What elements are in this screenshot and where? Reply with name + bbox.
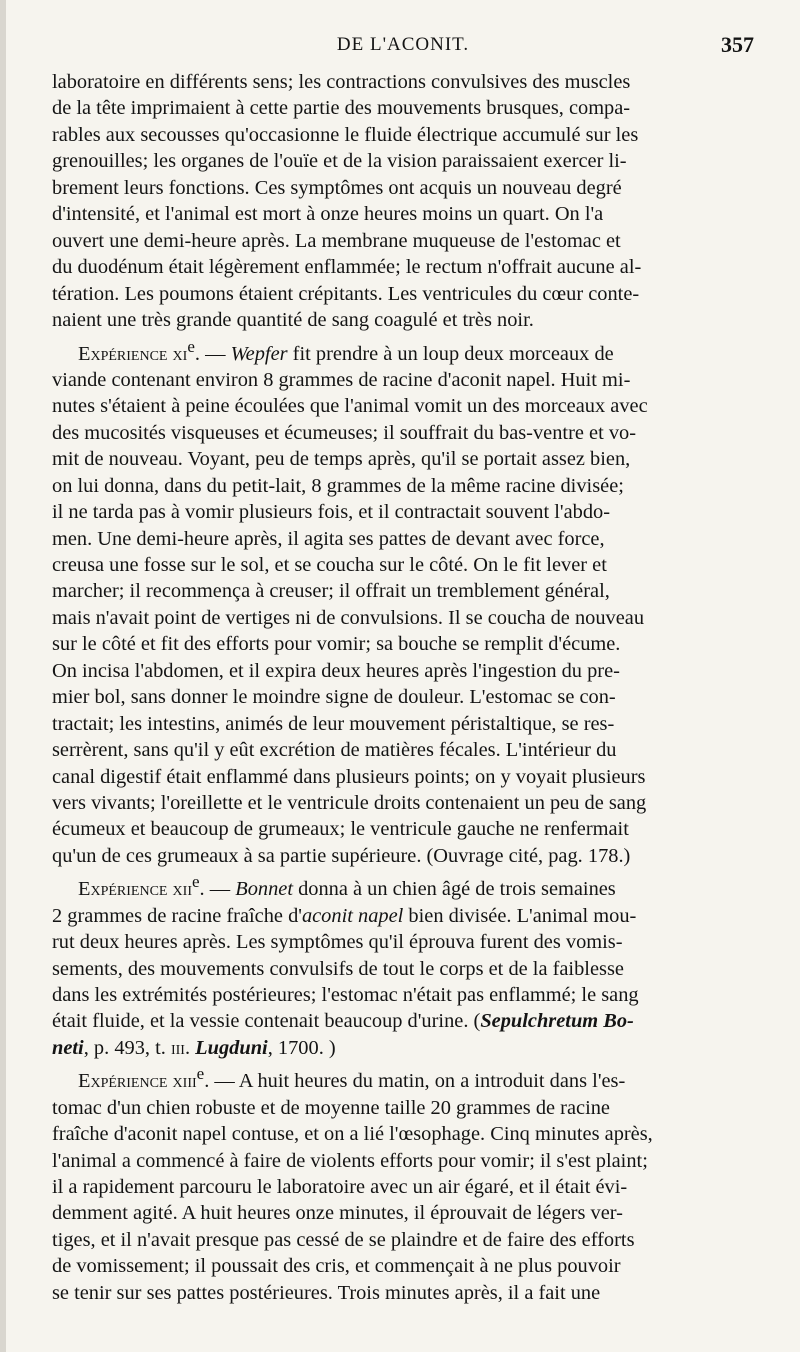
text-line: laboratoire en différents sens; les contractions convulsives des muscles [52,71,631,93]
text-segment: , 1700. ) [267,1036,336,1059]
citation-title: neti [52,1036,84,1059]
text-line: l'animal a commencé à faire de violents efforts pour vomir; il s'est plaint; [52,1149,648,1172]
citation-place: Lugduni [195,1036,268,1059]
text-line: brement leurs fonctions. Ces symptômes ont acquis un nouveau degré [52,176,622,199]
text-line: canal digestif était enflammé dans plusieurs points; on y voyait plusieurs [52,765,646,788]
text-line: vers vivants; l'oreillette et le ventricule droits contenaient un peu de sang [52,792,647,815]
text-line: men. Une demi-heure après, il agita ses pattes de devant avec force, [52,527,605,550]
text-segment: . — A huit heures du matin, on a introduit dans l'es- [204,1070,626,1093]
text-line: viande contenant environ 8 grammes de racine d'aconit napel. Huit mi- [52,368,631,391]
running-title: DE L'ACONIT. [336,34,470,55]
text-line: on lui donna, dans du petit-lait, 8 grammes de la même racine divisée; [52,474,624,497]
text-line: dans les extrémités postérieures; l'estomac n'était pas enflammé; le sang [52,984,639,1006]
author-name: Bonnet [235,878,293,901]
dash: . — [194,342,231,365]
text-line: d'intensité, et l'animal est mort à onze heures moins un quart. On l'a [52,203,604,226]
text-line: rut deux heures après. Les symptômes qu'il éprouva furent des vomis- [52,931,623,954]
text-line [52,1035,761,1061]
text-line: tractait; les intestins, animés de leur mouvement péristaltique, se res- [52,712,615,735]
text-line: qu'un de ces grumeaux à sa partie supérieure. (Ouvrage cité, pag. 178.) [52,844,631,867]
author-name: Wepfer [230,342,288,365]
page-number: 357 [721,32,754,57]
experiment-11-heading-line [52,334,761,367]
text-line: des mucosités visqueuses et écumeuses; il souffrait du bas-ventre et vo- [52,421,637,444]
text-line: mit de nouveau. Voyant, peu de temps après, qu'il se portait assez bien, [52,448,631,471]
text-segment: bien divisée. L'animal mou- [403,904,637,927]
experiment-13-heading-line [52,1061,761,1094]
text-line: rables aux secousses qu'occasionne le fluide électrique accumulé sur les [52,123,639,146]
text-line: creusa une fosse sur le sol, et se coucha sur le côté. On le fit lever et [52,553,607,576]
text-line: serrèrent, sans qu'il y eût excrétion de matières fécales. L'intérieur du [52,739,617,762]
text-line: tomac d'un chien robuste et de moyenne taille 20 grammes de racine [52,1096,610,1119]
text-line: tiges, et il n'avait presque pas cessé de se plaindre et de faire des efforts [52,1228,635,1251]
dash: . — [199,878,236,901]
text-segment: était fluide, et la vessie contenait beaucoup d'urine. ( [52,1010,481,1033]
text-line: demment agité. A huit heures onze minutes, il éprouvait de légers ver- [52,1202,623,1225]
experiment-label: Expérience xi [78,342,188,365]
ordinal-suffix: e [187,336,195,356]
text-segment: donna à un chien âgé de trois semaines [293,878,616,901]
text-line: mier bol, sans donner le moindre signe de douleur. L'estomac se con- [52,686,616,709]
text-line: écumeux et beaucoup de grumeaux; le ventricule gauche ne renfermait [52,818,629,841]
text-line: il ne tarda pas à vomir plusieurs fois, et il contractait souvent l'abdo- [52,501,611,524]
text-line: il a rapidement parcouru le laboratoire avec un air égaré, et il était évi- [52,1175,628,1198]
text-segment: fit prendre à un loup deux morceaux de [287,342,614,365]
volume-number: iii [170,1036,185,1059]
experiment-label: Expérience xii [78,878,192,901]
text-line: tération. Les poumons étaient crépitants. Les ventricules du cœur conte- [52,282,640,305]
text-line: fraîche d'aconit napel contuse, et on a lié l'œsophage. Cinq minutes après, [52,1123,653,1146]
body-text [52,69,761,1306]
text-line: On incisa l'abdomen, et il expira deux heures après l'ingestion du pre- [52,659,620,682]
text-line: mais n'avait point de vertiges ni de convulsions. Il se coucha de nouveau [52,606,645,629]
ordinal-suffix: e [192,872,200,892]
text-line: se tenir sur ses pattes postérieures. Trois minutes après, il a fait une [52,1281,601,1304]
citation-title: Sepulchretum Bo- [480,1010,634,1033]
ordinal-suffix: e [196,1064,205,1084]
experiment-label: Expérience xiii [78,1070,197,1093]
text-segment: 2 grammes de racine fraîche d' [52,904,302,927]
text-line: du duodénum était légèrement enflammée; le rectum n'offrait aucune al- [52,256,642,279]
text-line: ouvert une demi-heure après. La membrane muqueuse de l'estomac et [52,229,621,252]
text-line: grenouilles; les organes de l'ouïe et de la vision paraissaient exercer li- [52,150,627,173]
text-line: sements, des mouvements convulsifs de tout le corps et de la faiblesse [52,957,624,980]
text-segment: . [184,1036,196,1059]
text-line: de vomissement; il poussait des cris, et commençait à ne plus pouvoir [52,1255,621,1278]
text-line: marcher; il recommença à creuser; il offrait un tremblement général, [52,580,610,603]
text-line: de la tête imprimaient à cette partie des mouvements brusques, compa- [52,97,631,120]
text-line [52,1008,761,1034]
species-name: aconit napel [301,904,404,927]
experiment-12-heading-line [52,869,761,902]
page-header [52,34,754,64]
text-line: naient une très grande quantité de sang coagulé et très noir. [52,309,534,332]
text-line: nutes s'étaient à peine écoulées que l'animal vomit un des morceaux avec [52,395,648,418]
text-line [52,903,761,929]
text-segment: , p. 493, t. [83,1036,171,1059]
text-line: sur le côté et fit des efforts pour vomir; sa bouche se remplit d'écume. [52,633,621,656]
